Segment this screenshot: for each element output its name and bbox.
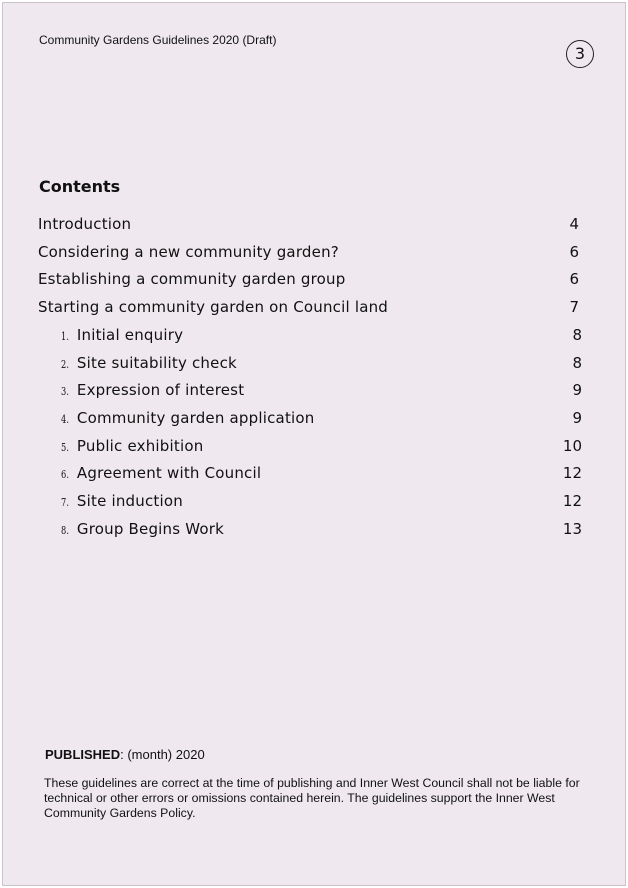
toc-entry-text: Establishing a community garden group — [38, 270, 346, 289]
toc-entry-title — [38, 270, 345, 288]
toc-entry — [3, 298, 627, 320]
toc-entry-number: 8. — [61, 523, 70, 537]
toc-entry-page-number: 10 — [562, 436, 582, 455]
toc-entry-number: 7. — [61, 496, 70, 509]
published-date: : (month) 2020 — [120, 747, 205, 762]
toc-entry-page-number: 8 — [572, 325, 582, 344]
toc-entry-text: Site induction — [76, 492, 183, 510]
toc-entry — [3, 243, 627, 265]
toc-entry-title — [61, 437, 203, 455]
toc-entry-number: 5. — [61, 440, 70, 454]
toc-entry — [3, 270, 627, 292]
toc-entry-title — [61, 464, 261, 482]
published-label: PUBLISHED — [45, 747, 121, 762]
toc-entry — [3, 409, 627, 431]
toc-entry — [3, 381, 627, 403]
toc-entry-page-number: 9 — [572, 408, 582, 427]
toc-entry-title — [61, 409, 314, 427]
toc-entry-text: Introduction — [38, 215, 132, 233]
toc-entry-text: Community garden application — [76, 408, 315, 427]
toc-entry-text: Agreement with Council — [76, 464, 262, 483]
toc-entry-page-number: 12 — [562, 464, 582, 483]
toc-entry-text: Group Begins Work — [76, 519, 225, 538]
toc-entry-title — [61, 354, 237, 372]
toc-entry-text: Site suitability check — [76, 353, 237, 372]
page-number-badge: 3 — [566, 40, 594, 68]
toc-entry-page-number: 13 — [562, 519, 582, 538]
toc-entry-number: 1. — [61, 329, 70, 343]
running-header: Community Gardens Guidelines 2020 (Draft) — [39, 33, 277, 47]
toc-entry-page-number: 7 — [569, 298, 579, 317]
toc-entry-title — [38, 243, 339, 261]
toc-entry-page-number: 12 — [562, 492, 582, 510]
document-page — [2, 2, 626, 886]
toc-entry — [3, 520, 627, 542]
toc-entry-text: Initial enquiry — [76, 325, 184, 344]
toc-entry-page-number: 6 — [569, 270, 579, 289]
toc-entry-number: 3. — [61, 385, 70, 399]
toc-entry-title — [61, 381, 244, 399]
toc-entry — [3, 464, 627, 486]
toc-entry — [3, 437, 627, 459]
toc-entry-number: 4. — [61, 412, 70, 426]
toc-entry — [3, 354, 627, 376]
published-line — [45, 747, 205, 762]
toc-entry-page-number: 8 — [572, 353, 582, 372]
toc-entry-title — [38, 215, 131, 233]
toc-entry — [3, 215, 627, 237]
toc-entry — [3, 326, 627, 348]
toc-entry-title — [61, 492, 183, 510]
toc-entry-number: 2. — [61, 357, 70, 371]
toc-entry-page-number: 9 — [572, 381, 582, 400]
toc-entry-page-number: 6 — [569, 242, 579, 261]
toc-entry-title — [38, 298, 388, 316]
toc-entry-page-number: 4 — [569, 215, 579, 233]
toc-entry-text: Starting a community garden on Council land — [38, 298, 389, 317]
contents-heading: Contents — [39, 177, 121, 196]
toc-entry — [3, 492, 627, 514]
toc-entry-text: Public exhibition — [76, 436, 204, 455]
disclaimer-text: These guidelines are correct at the time of publishing and Inner West Council shall not be liable for technical or other errors or omissions contained herein. The guidelines support the Inner West Community Gardens Policy. — [44, 776, 580, 820]
toc-entry-text: Expression of interest — [76, 381, 245, 400]
toc-entry-title — [61, 520, 224, 538]
toc-entry-number: 6. — [61, 468, 70, 482]
toc-entry-text: Considering a new community garden? — [38, 242, 339, 261]
toc-entry-title — [61, 326, 183, 344]
